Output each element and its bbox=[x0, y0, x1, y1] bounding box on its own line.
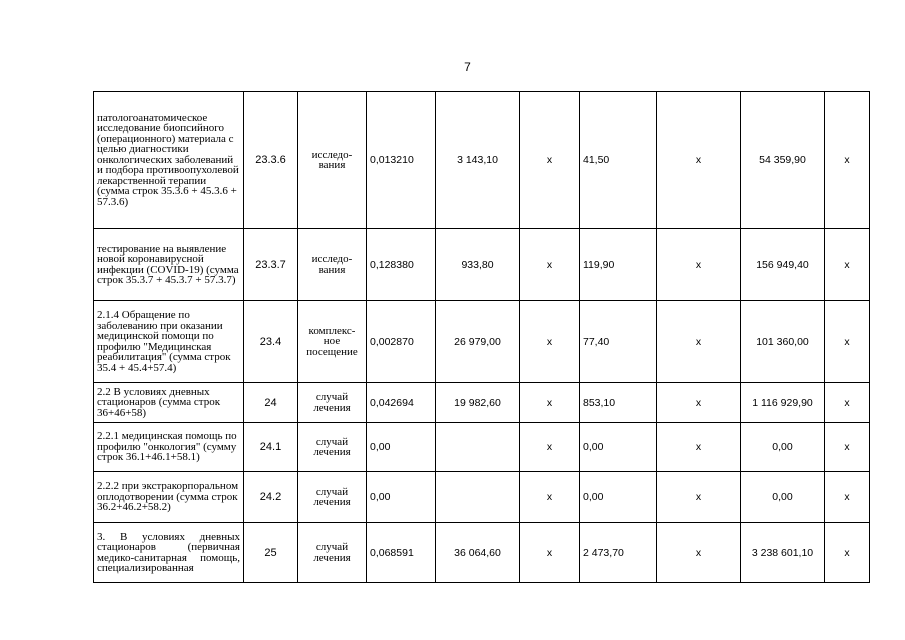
row-name-cell: 2.2.2 при экстракорпоральном оплодотворении (сумма строк 36.2+46.2+58.2) bbox=[94, 472, 244, 523]
value-cell: 0,00 bbox=[580, 423, 657, 472]
value-cell: 933,80 bbox=[436, 229, 520, 301]
value-cell: 156 949,40 bbox=[741, 229, 825, 301]
table-row bbox=[94, 301, 870, 383]
row-name-cell: 2.1.4 Обращение по заболеванию при оказании медицинской помощи по профилю "Медицинская реабилитация" (сумма строк 35.4 + 45.4+57.4) bbox=[94, 301, 244, 383]
value-cell: 0,013210 bbox=[367, 92, 436, 229]
table-row bbox=[94, 92, 870, 229]
value-cell: х bbox=[520, 301, 580, 383]
row-code-cell: 23.3.6 bbox=[244, 92, 298, 229]
row-code-cell: 23.3.7 bbox=[244, 229, 298, 301]
value-cell: х bbox=[520, 383, 580, 423]
value-cell: х bbox=[657, 92, 741, 229]
row-code-cell: 25 bbox=[244, 523, 298, 583]
value-cell: 2 473,70 bbox=[580, 523, 657, 583]
row-code-cell: 24 bbox=[244, 383, 298, 423]
value-cell: 0,002870 bbox=[367, 301, 436, 383]
value-cell: х bbox=[825, 472, 870, 523]
unit-cell: комплекс-ное посещение bbox=[298, 301, 367, 383]
value-cell: 3 143,10 bbox=[436, 92, 520, 229]
table-row bbox=[94, 423, 870, 472]
tariff-table bbox=[93, 91, 870, 583]
value-cell: 41,50 bbox=[580, 92, 657, 229]
row-name-cell: 2.2.1 медицинская помощь по профилю "онкология" (сумму строк 36.1+46.1+58.1) bbox=[94, 423, 244, 472]
value-cell: 0,042694 bbox=[367, 383, 436, 423]
unit-cell: случай лечения bbox=[298, 383, 367, 423]
value-cell: х bbox=[520, 92, 580, 229]
value-cell: х bbox=[825, 301, 870, 383]
value-cell: х bbox=[657, 523, 741, 583]
table-row bbox=[94, 472, 870, 523]
unit-cell: исследо-вания bbox=[298, 92, 367, 229]
row-code-cell: 24.2 bbox=[244, 472, 298, 523]
value-cell: 853,10 bbox=[580, 383, 657, 423]
row-code-cell: 23.4 bbox=[244, 301, 298, 383]
value-cell: х bbox=[520, 229, 580, 301]
value-cell: 0,00 bbox=[741, 423, 825, 472]
table-row bbox=[94, 523, 870, 583]
value-cell: 77,40 bbox=[580, 301, 657, 383]
value-cell: х bbox=[825, 523, 870, 583]
value-cell: 101 360,00 bbox=[741, 301, 825, 383]
value-cell: 19 982,60 bbox=[436, 383, 520, 423]
row-name-cell: патологоанатомическое исследование биопсийного (операционного) материала с целью диагностики онкологических заболеваний и подбора противоопухолевой лекарственной терапии (сумма строк 35.3.6 + 45.3.6 + 57.3.6) bbox=[94, 92, 244, 229]
value-cell bbox=[436, 423, 520, 472]
value-cell: 0,00 bbox=[367, 472, 436, 523]
value-cell: 54 359,90 bbox=[741, 92, 825, 229]
value-cell: х bbox=[520, 423, 580, 472]
value-cell: 0,00 bbox=[580, 472, 657, 523]
value-cell: х bbox=[520, 523, 580, 583]
value-cell: х bbox=[657, 229, 741, 301]
value-cell: 26 979,00 bbox=[436, 301, 520, 383]
value-cell: х bbox=[657, 423, 741, 472]
row-code-cell: 24.1 bbox=[244, 423, 298, 472]
value-cell: х bbox=[825, 383, 870, 423]
value-cell: 0,068591 bbox=[367, 523, 436, 583]
value-cell: х bbox=[657, 301, 741, 383]
value-cell: х bbox=[657, 472, 741, 523]
value-cell: 36 064,60 bbox=[436, 523, 520, 583]
value-cell: 0,00 bbox=[741, 472, 825, 523]
value-cell: х bbox=[825, 423, 870, 472]
value-cell: 1 116 929,90 bbox=[741, 383, 825, 423]
unit-cell: случай лечения bbox=[298, 472, 367, 523]
page-number: 7 bbox=[464, 60, 471, 74]
table-row bbox=[94, 383, 870, 423]
unit-cell: случай лечения bbox=[298, 523, 367, 583]
unit-cell: случай лечения bbox=[298, 423, 367, 472]
value-cell: 3 238 601,10 bbox=[741, 523, 825, 583]
table-row bbox=[94, 229, 870, 301]
value-cell: 119,90 bbox=[580, 229, 657, 301]
value-cell: 0,00 bbox=[367, 423, 436, 472]
row-name-cell: 3. В условиях дневных стационаров (первичная медико-санитарная помощь, специализированная bbox=[94, 523, 244, 583]
value-cell: х bbox=[825, 92, 870, 229]
value-cell: х bbox=[825, 229, 870, 301]
value-cell: 0,128380 bbox=[367, 229, 436, 301]
value-cell bbox=[436, 472, 520, 523]
row-name-cell: тестирование на выявление новой коронавирусной инфекции (COVID-19) (сумма строк 35.3.7 + 45.3.7 + 57.3.7) bbox=[94, 229, 244, 301]
row-name-cell: 2.2 В условиях дневных стационаров (сумма строк 36+46+58) bbox=[94, 383, 244, 423]
value-cell: х bbox=[520, 472, 580, 523]
unit-cell: исследо-вания bbox=[298, 229, 367, 301]
value-cell: х bbox=[657, 383, 741, 423]
